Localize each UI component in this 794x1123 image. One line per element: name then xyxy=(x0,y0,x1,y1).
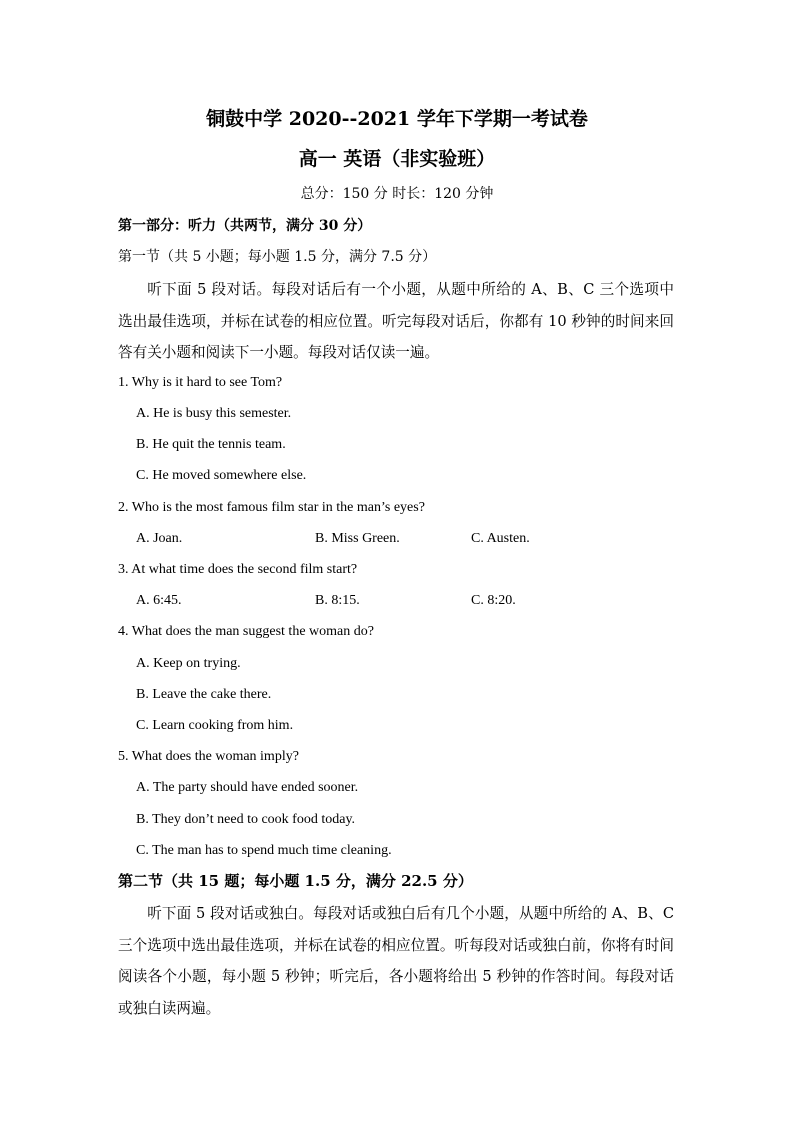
question-5-option-c: C. The man has to spend much time cleaning. xyxy=(136,843,392,858)
question-2-option-a: A. Joan. xyxy=(136,531,183,546)
question-5-option-a: A. The party should have ended sooner. xyxy=(136,780,359,795)
section2-heading: 第二节（共 15 题；每小题 1.5 分，满分 22.5 分） xyxy=(118,872,473,890)
question-2-option-c: C. Austen. xyxy=(471,531,530,546)
question-2-option-b: B. Miss Green. xyxy=(315,531,400,546)
question-1-option-b: B. He quit the tennis team. xyxy=(136,437,286,452)
section1-heading: 第一节（共 5 小题；每小题 1.5 分，满分 7.5 分） xyxy=(118,249,437,265)
question-5-option-b: B. They don’t need to cook food today. xyxy=(136,812,356,827)
question-3-option-a: A. 6:45. xyxy=(136,593,182,608)
question-1-option-c: C. He moved somewhere else. xyxy=(136,468,307,483)
question-3-option-c: C. 8:20. xyxy=(471,593,516,608)
question-3-stem: 3. At what time does the second film start? xyxy=(118,562,358,577)
exam-subtitle: 高一 英语（非实验班） xyxy=(298,148,496,170)
question-4-stem: 4. What does the man suggest the woman do? xyxy=(118,624,374,639)
part1-heading: 第一部分：听力（共两节，满分 30 分） xyxy=(118,218,372,234)
question-3-option-b: B. 8:15. xyxy=(315,593,360,608)
question-2-stem: 2. Who is the most famous film star in the man’s eyes? xyxy=(118,500,425,515)
section1-instructions: 听下面 5 段对话。每段对话后有一个小题，从题中所给的 A、B、C 三个选项中选出最佳选项，并标在试卷的相应位置。听完每段对话后，你都有 10 秒钟的时间来回答有关小题和阅读下一小题。每段对话仅读一遍。 xyxy=(118,281,674,361)
exam-title: 铜鼓中学 2020--2021 学年下学期一考试卷 xyxy=(206,108,588,130)
question-1-option-a: A. He is busy this semester. xyxy=(136,406,292,421)
question-5-stem: 5. What does the woman imply? xyxy=(118,749,299,764)
question-4-option-a: A. Keep on trying. xyxy=(136,656,241,671)
exam-info: 总分：150 分 时长：120 分钟 xyxy=(300,186,494,202)
section2-instructions: 听下面 5 段对话或独白。每段对话或独白后有几个小题，从题中所给的 A、B、C 三个选项中选出最佳选项，并标在试卷的相应位置。听每段对话或独白前，你将有时间阅读各个小题，每小题 5 秒钟；听完后，各小题将给出 5 秒钟的作答时间。每段对话或独白读两遍。 xyxy=(118,905,674,1017)
question-1-stem: 1. Why is it hard to see Tom? xyxy=(118,375,283,390)
question-4-option-b: B. Leave the cake there. xyxy=(136,687,272,702)
question-4-option-c: C. Learn cooking from him. xyxy=(136,718,294,733)
